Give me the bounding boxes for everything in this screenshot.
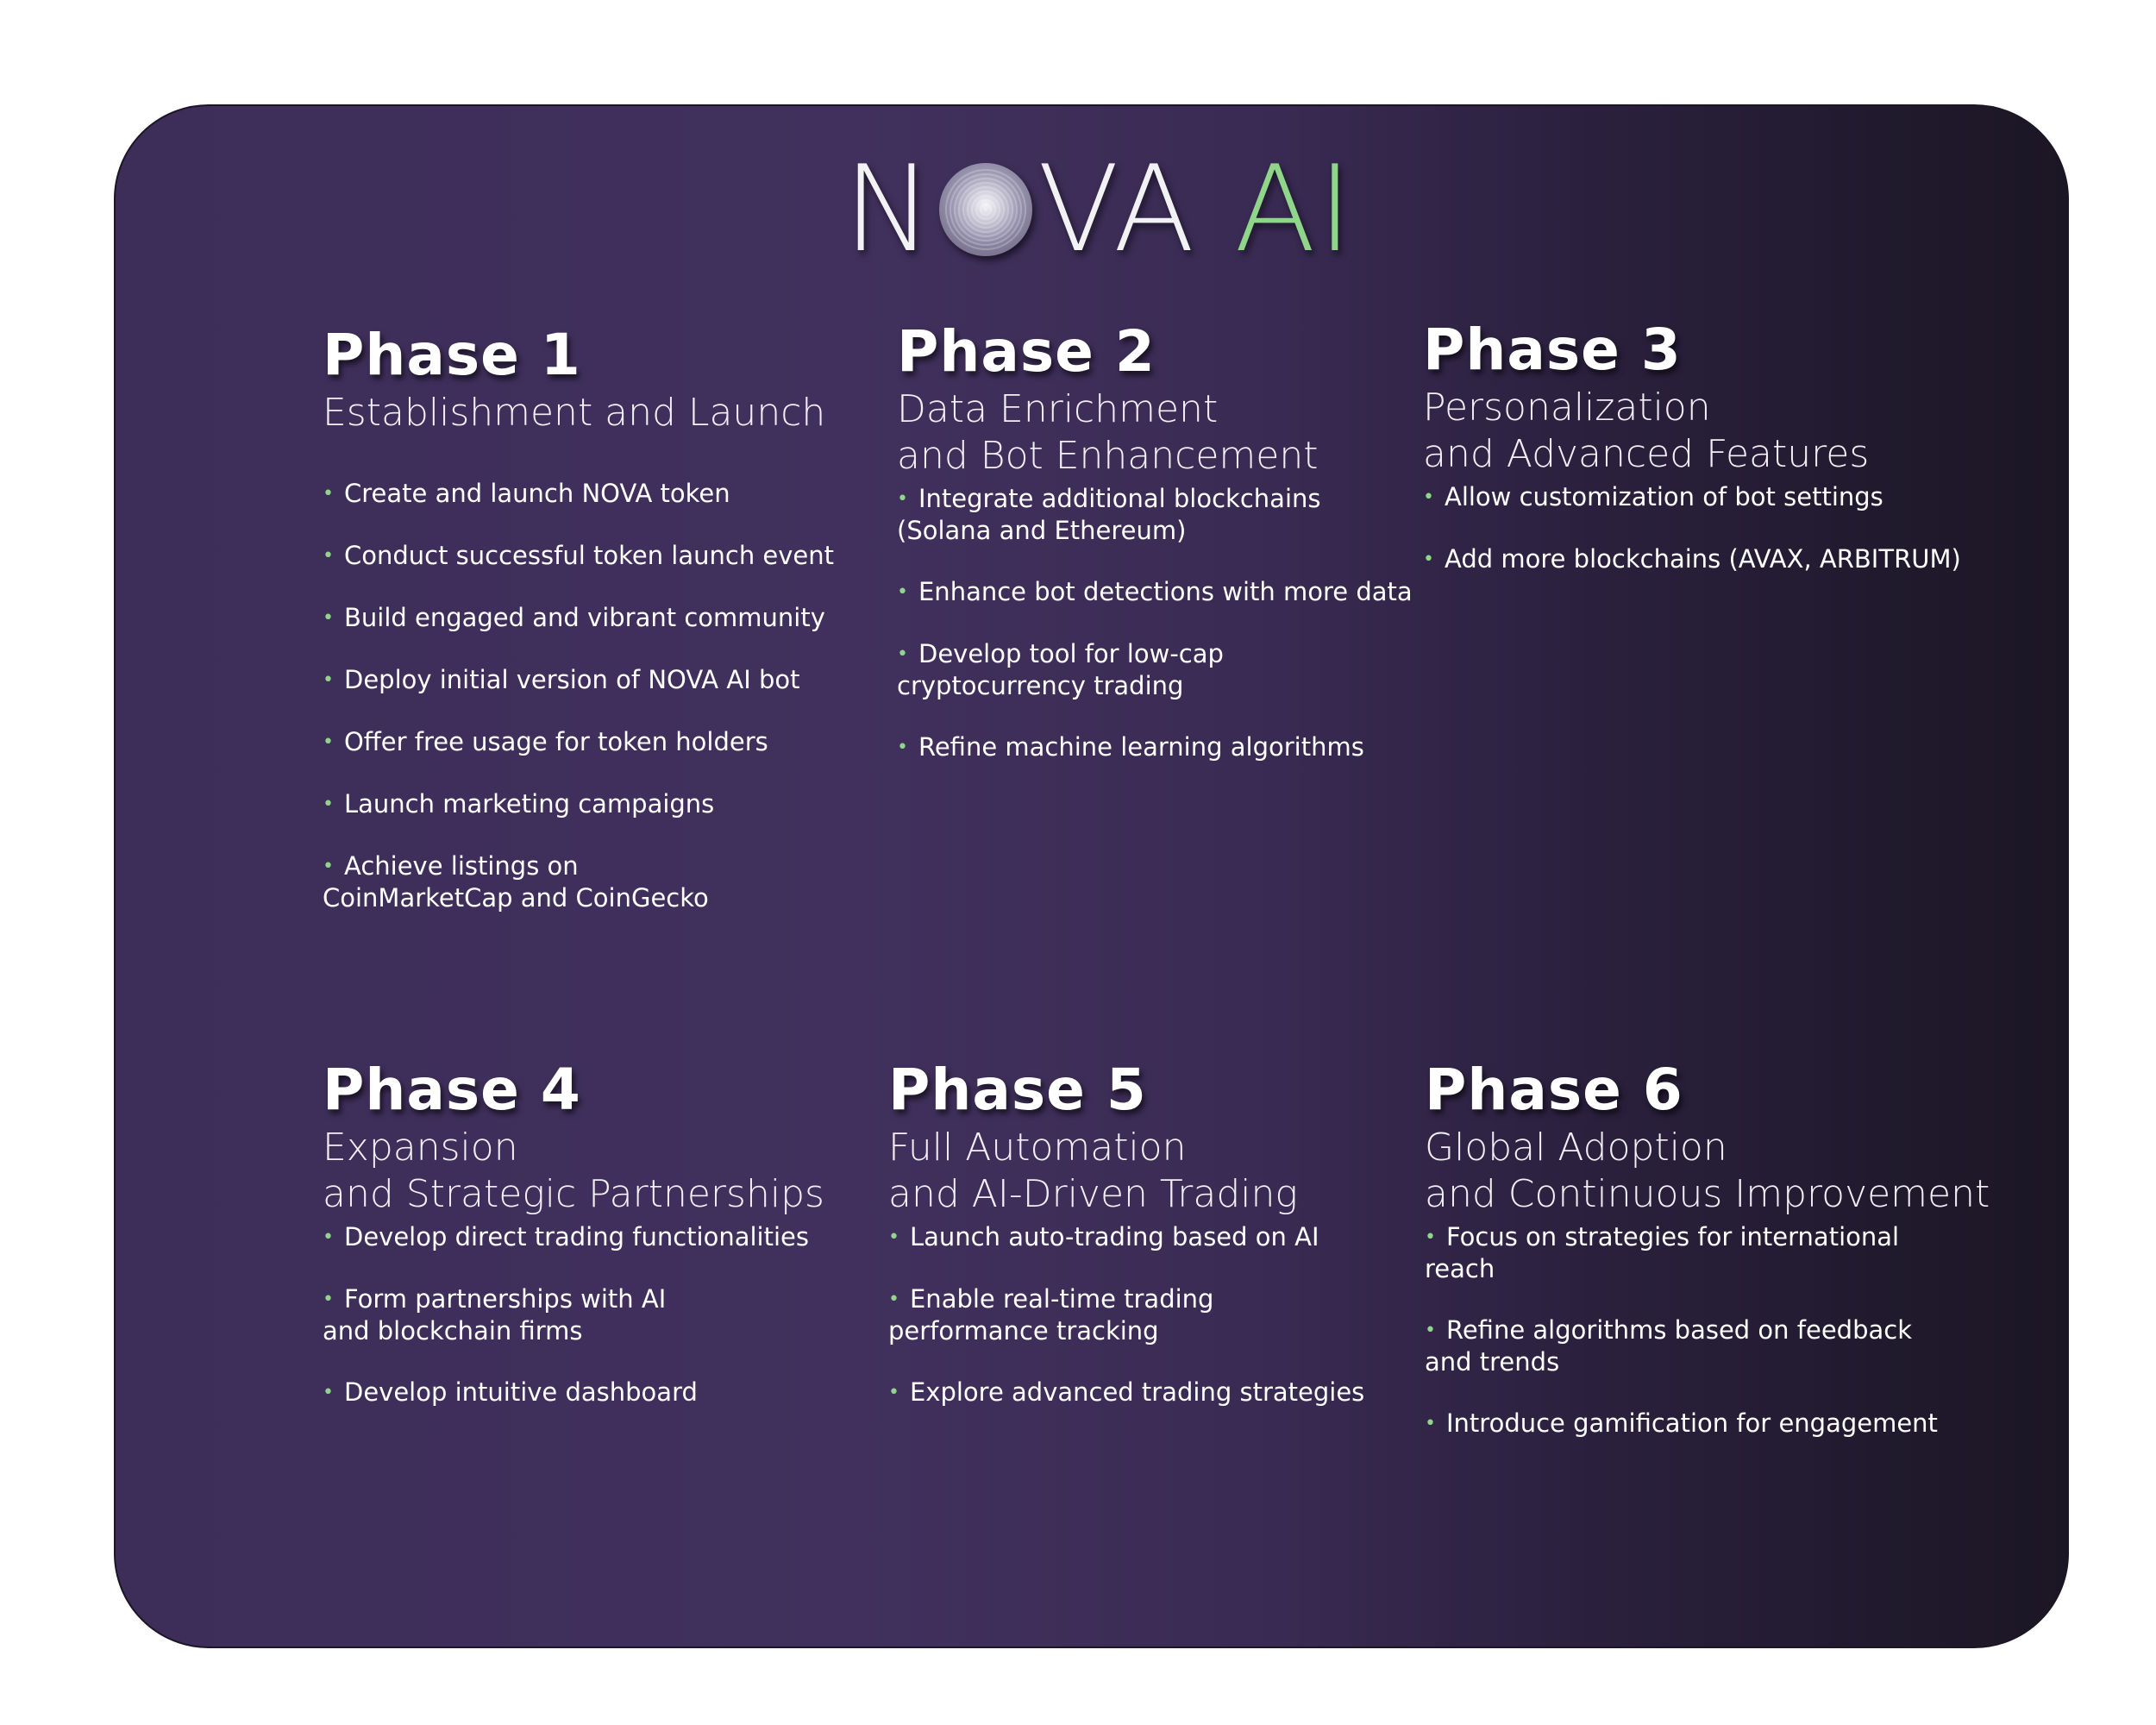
list-item	[897, 483, 1363, 546]
list-item	[897, 576, 1413, 608]
list-item	[1423, 481, 1961, 513]
list-item-text: Create and launch NOVA token	[343, 479, 730, 508]
green-dot-icon: •	[897, 488, 908, 510]
list-item	[888, 1377, 1364, 1408]
list-item	[323, 1221, 824, 1253]
list-item-text: Develop tool for low-cap cryptocurrency trading	[897, 639, 1224, 700]
phase-4-subtitle	[323, 1125, 824, 1218]
green-dot-icon: •	[897, 643, 908, 665]
green-dot-icon: •	[323, 607, 334, 629]
list-item-text: Allow customization of bot settings	[1444, 482, 1883, 511]
nova-ai-logo	[843, 140, 1355, 279]
green-dot-icon: •	[1425, 1226, 1436, 1248]
green-dot-icon: •	[323, 1382, 334, 1403]
phase-4-items	[323, 1221, 824, 1408]
phase-5-subtitle-line: Full Automation	[888, 1126, 1187, 1170]
list-item-text: Integrate additional blockchains (Solana and Ethereum)	[897, 484, 1321, 545]
phase-1-block	[323, 323, 834, 944]
phase-2-block	[897, 319, 1413, 794]
green-dot-icon: •	[323, 856, 334, 877]
list-item-text: Achieve listings on CoinMarketCap and CoinGecko	[323, 851, 709, 913]
phase-5-items	[888, 1221, 1364, 1408]
green-dot-icon: •	[323, 545, 334, 567]
list-item-text: Enhance bot detections with more data	[918, 577, 1413, 606]
list-item-text: Offer free usage for token holders	[343, 727, 768, 756]
phase-6-items	[1425, 1221, 1990, 1440]
phase-4-subtitle-line: and Strategic Partnerships	[323, 1172, 824, 1216]
list-item	[323, 1283, 685, 1346]
green-dot-icon: •	[323, 1289, 334, 1310]
logo-letters-va: VA	[1037, 140, 1197, 279]
green-dot-icon: •	[323, 1226, 334, 1248]
green-dot-icon: •	[897, 737, 908, 758]
list-item-text: Introduce gamification for engagement	[1445, 1408, 1938, 1438]
green-dot-icon: •	[888, 1382, 899, 1403]
phase-4-subtitle-line: Expansion	[323, 1126, 518, 1170]
list-item	[888, 1221, 1364, 1253]
green-dot-icon: •	[323, 731, 334, 753]
list-item	[1425, 1221, 1977, 1284]
green-dot-icon: •	[323, 669, 334, 691]
phase-3-subtitle-line: Personalization	[1423, 386, 1711, 430]
list-item-text: Form partnerships with AI and blockchain firms	[323, 1284, 667, 1346]
phase-1-subtitle	[323, 390, 834, 436]
list-item	[897, 731, 1413, 763]
phase-4-title: Phase 4	[323, 1057, 581, 1123]
list-item-text: Develop intuitive dashboard	[343, 1377, 698, 1407]
list-item	[1425, 1314, 1925, 1377]
globe-orb-icon	[939, 163, 1032, 256]
list-item	[897, 638, 1276, 701]
phase-1-subtitle-line: Establishment and Launch	[323, 391, 826, 435]
list-item	[323, 540, 834, 572]
green-dot-icon: •	[323, 794, 334, 815]
list-item	[888, 1283, 1250, 1346]
phase-6-block	[1425, 1057, 1990, 1470]
list-item	[323, 602, 834, 634]
list-item	[323, 1377, 824, 1408]
phase-6-subtitle-line: and Continuous Improvement	[1425, 1172, 1990, 1216]
list-item-text: Deploy initial version of NOVA AI bot	[343, 665, 800, 694]
list-item	[323, 664, 834, 696]
list-item-text: Develop direct trading functionalities	[343, 1222, 809, 1251]
list-item-text: Build engaged and vibrant community	[343, 603, 825, 632]
list-item-text: Refine algorithms based on feedback and trends	[1425, 1315, 1912, 1377]
phase-3-title: Phase 3	[1423, 317, 1682, 383]
phase-2-subtitle-line: and Bot Enhancement	[897, 434, 1319, 478]
list-item-text: Explore advanced trading strategies	[909, 1377, 1365, 1407]
green-dot-icon: •	[888, 1289, 899, 1310]
phase-1-title: Phase 1	[323, 322, 581, 388]
phase-2-items	[897, 483, 1413, 763]
logo-letter-n: N	[843, 140, 935, 279]
green-dot-icon: •	[888, 1226, 899, 1248]
green-dot-icon: •	[1425, 1320, 1436, 1341]
list-item-text: Focus on strategies for international reach	[1425, 1222, 1900, 1283]
phase-3-items	[1423, 481, 1961, 575]
phase-4-block	[323, 1057, 824, 1439]
phase-5-block	[888, 1057, 1364, 1439]
phase-5-subtitle	[888, 1125, 1364, 1218]
phase-2-subtitle-line: Data Enrichment	[897, 387, 1219, 431]
green-dot-icon: •	[323, 483, 334, 505]
logo-letters-ai: AI	[1234, 140, 1355, 279]
phase-6-subtitle-line: Global Adoption	[1425, 1126, 1727, 1170]
list-item	[323, 850, 754, 913]
phase-2-title: Phase 2	[897, 318, 1156, 385]
list-item-text: Launch marketing campaigns	[343, 789, 715, 819]
phase-5-subtitle-line: and AI-Driven Trading	[888, 1172, 1298, 1216]
phase-6-title: Phase 6	[1425, 1057, 1683, 1123]
list-item-text: Conduct successful token launch event	[343, 541, 835, 570]
list-item	[1423, 543, 1961, 575]
phase-3-subtitle	[1423, 385, 1961, 478]
list-item-text: Launch auto-trading based on AI	[909, 1222, 1319, 1251]
phase-3-subtitle-line: and Advanced Features	[1423, 432, 1870, 476]
list-item	[323, 478, 834, 510]
list-item-text: Enable real-time trading performance tracking	[888, 1284, 1214, 1346]
phase-3-block	[1423, 317, 1961, 605]
green-dot-icon: •	[1423, 486, 1434, 508]
phase-5-title: Phase 5	[888, 1057, 1147, 1123]
list-item	[1425, 1408, 1977, 1440]
phase-6-subtitle	[1425, 1125, 1990, 1218]
list-item	[323, 726, 834, 758]
list-item	[323, 788, 834, 820]
green-dot-icon: •	[1425, 1413, 1436, 1434]
green-dot-icon: •	[897, 581, 908, 603]
list-item-text: Refine machine learning algorithms	[918, 732, 1364, 762]
phase-2-subtitle	[897, 386, 1413, 480]
list-item-text: Add more blockchains (AVAX, ARBITRUM)	[1444, 544, 1961, 574]
phase-1-items	[323, 478, 834, 913]
green-dot-icon: •	[1423, 549, 1434, 570]
